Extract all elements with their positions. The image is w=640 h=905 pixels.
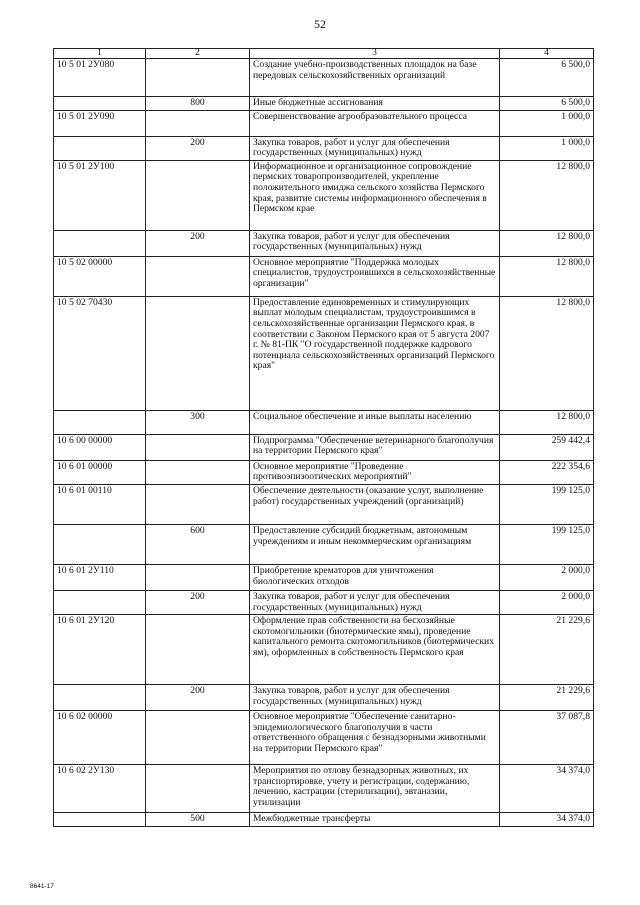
footer-code: 8641-17 — [30, 883, 54, 890]
code-cell: 10 6 02 2У130 — [54, 765, 146, 813]
amount-cell: 12 800,0 — [500, 410, 594, 434]
kvr-cell — [146, 434, 250, 460]
name-cell: Закупка товаров, работ и услуг для обеспечения государственных (муниципальных) нужд — [250, 136, 500, 160]
name-cell: Закупка товаров, работ и услуг для обеспечения государственных (муниципальных) нужд — [250, 685, 500, 711]
name-cell: Предоставление единовременных и стимулирующих выплат молодым специалистам, трудоустроившимся в сельскохозяйственные организации Пермского края, в соответствии с Законом Пермского края от 5 августа 2007 г. № 81-ПК "О государственной поддержке кадрового потенциала сельскохозяйственных организаций Пермского края" — [250, 296, 500, 410]
kvr-cell — [146, 711, 250, 765]
kvr-cell: 200 — [146, 136, 250, 160]
table-row — [54, 564, 594, 590]
amount-cell: 34 374,0 — [500, 813, 594, 827]
table-row — [54, 97, 594, 111]
name-cell: Межбюджетные трансферты — [250, 813, 500, 827]
name-cell: Основное мероприятие "Обеспечение санитарно-эпидемиологического благополучия в части ответственного обращения с безнадзорными животными на территории Пермского края" — [250, 711, 500, 765]
amount-cell: 21 229,6 — [500, 685, 594, 711]
code-cell — [54, 524, 146, 564]
amount-cell: 199 125,0 — [500, 524, 594, 564]
kvr-cell — [146, 765, 250, 813]
code-cell: 10 5 01 2У080 — [54, 59, 146, 97]
table-row — [54, 711, 594, 765]
kvr-cell: 200 — [146, 230, 250, 256]
kvr-cell — [146, 59, 250, 97]
kvr-cell: 200 — [146, 590, 250, 614]
name-cell: Приобретение крематоров для уничтожения биологических отходов — [250, 564, 500, 590]
name-cell: Оформление прав собственности на бесхозяйные скотомогильники (биотермические ямы), проведение капитального ремонта скотомогильников (биотермических ям), оформленных в собственность Пермского края — [250, 615, 500, 685]
kvr-cell — [146, 256, 250, 296]
kvr-cell — [146, 564, 250, 590]
kvr-cell — [146, 484, 250, 524]
table-row — [54, 460, 594, 484]
name-cell: Предоставление субсидий бюджетным, автономным учреждениям и иным некоммерческим организациям — [250, 524, 500, 564]
table-header-row — [54, 49, 594, 59]
name-cell: Подпрограмма "Обеспечение ветеринарного благополучия на территории Пермского края" — [250, 434, 500, 460]
table-row — [54, 160, 594, 230]
code-cell: 10 5 01 2У090 — [54, 110, 146, 136]
amount-cell: 37 087,8 — [500, 711, 594, 765]
kvr-cell: 600 — [146, 524, 250, 564]
code-cell — [54, 685, 146, 711]
table-row — [54, 110, 594, 136]
name-cell: Информационное и организационное сопровождение пермских товаропроизводителей, укрепление положительного имиджа сельского хозяйства Пермского края, развитие системы информационного обеспечения в Пермском крае — [250, 160, 500, 230]
code-cell — [54, 590, 146, 614]
kvr-cell — [146, 460, 250, 484]
budget-table — [53, 48, 594, 827]
amount-cell: 1 000,0 — [500, 136, 594, 160]
amount-cell: 222 354,6 — [500, 460, 594, 484]
amount-cell: 21 229,6 — [500, 615, 594, 685]
table-row — [54, 410, 594, 434]
name-cell: Закупка товаров, работ и услуг для обеспечения государственных (муниципальных) нужд — [250, 230, 500, 256]
table-row — [54, 256, 594, 296]
name-cell: Создание учебно-производственных площадок на базе передовых сельскохозяйственных организаций — [250, 59, 500, 97]
table-row — [54, 524, 594, 564]
table-row — [54, 765, 594, 813]
table-row — [54, 590, 594, 614]
table-row — [54, 136, 594, 160]
amount-cell: 34 374,0 — [500, 765, 594, 813]
code-cell: 10 6 00 00000 — [54, 434, 146, 460]
column-header-2: 2 — [146, 49, 250, 59]
code-cell: 10 5 02 00000 — [54, 256, 146, 296]
code-cell: 10 6 02 00000 — [54, 711, 146, 765]
table-row — [54, 434, 594, 460]
name-cell: Закупка товаров, работ и услуг для обеспечения государственных (муниципальных) нужд — [250, 590, 500, 614]
table-row — [54, 484, 594, 524]
code-cell: 10 6 01 2У120 — [54, 615, 146, 685]
column-header-1: 1 — [54, 49, 146, 59]
name-cell: Обеспечение деятельности (оказание услуг, выполнение работ) государственных учреждений (организаций) — [250, 484, 500, 524]
code-cell — [54, 97, 146, 111]
amount-cell: 6 500,0 — [500, 59, 594, 97]
name-cell: Основное мероприятие "Поддержка молодых специалистов, трудоустроившихся в сельскохозяйственные организации" — [250, 256, 500, 296]
kvr-cell: 300 — [146, 410, 250, 434]
name-cell: Основное мероприятие "Проведение противоэпизоотических мероприятий" — [250, 460, 500, 484]
amount-cell: 12 800,0 — [500, 296, 594, 410]
table-row — [54, 230, 594, 256]
code-cell: 10 6 01 00110 — [54, 484, 146, 524]
table-row — [54, 813, 594, 827]
code-cell — [54, 410, 146, 434]
amount-cell: 1 000,0 — [500, 110, 594, 136]
column-header-4: 4 — [500, 49, 594, 59]
kvr-cell: 500 — [146, 813, 250, 827]
amount-cell: 259 442,4 — [500, 434, 594, 460]
amount-cell: 6 500,0 — [500, 97, 594, 111]
amount-cell: 2 000,0 — [500, 590, 594, 614]
page-number: 52 — [314, 17, 326, 31]
amount-cell: 2 000,0 — [500, 564, 594, 590]
name-cell: Мероприятия по отлову безнадзорных животных, их транспортировке, учету и регистрации, содержанию, лечению, кастрации (стерилизации), эвтаназии, утилизации — [250, 765, 500, 813]
code-cell: 10 5 02 70430 — [54, 296, 146, 410]
kvr-cell — [146, 110, 250, 136]
table-row — [54, 685, 594, 711]
kvr-cell: 200 — [146, 685, 250, 711]
name-cell: Социальное обеспечение и иные выплаты населению — [250, 410, 500, 434]
column-header-3: 3 — [250, 49, 500, 59]
kvr-cell — [146, 160, 250, 230]
code-cell: 10 5 01 2У100 — [54, 160, 146, 230]
code-cell — [54, 136, 146, 160]
amount-cell: 12 800,0 — [500, 230, 594, 256]
table-row — [54, 59, 594, 97]
kvr-cell — [146, 615, 250, 685]
table-row — [54, 296, 594, 410]
kvr-cell: 800 — [146, 97, 250, 111]
code-cell: 10 6 01 2У110 — [54, 564, 146, 590]
amount-cell: 199 125,0 — [500, 484, 594, 524]
name-cell: Иные бюджетные ассигнования — [250, 97, 500, 111]
code-cell — [54, 813, 146, 827]
table-row — [54, 615, 594, 685]
name-cell: Совершенствование агрообразовательного процесса — [250, 110, 500, 136]
code-cell — [54, 230, 146, 256]
amount-cell: 12 800,0 — [500, 160, 594, 230]
code-cell: 10 6 01 00000 — [54, 460, 146, 484]
kvr-cell — [146, 296, 250, 410]
amount-cell: 12 800,0 — [500, 256, 594, 296]
table-body — [54, 59, 594, 827]
